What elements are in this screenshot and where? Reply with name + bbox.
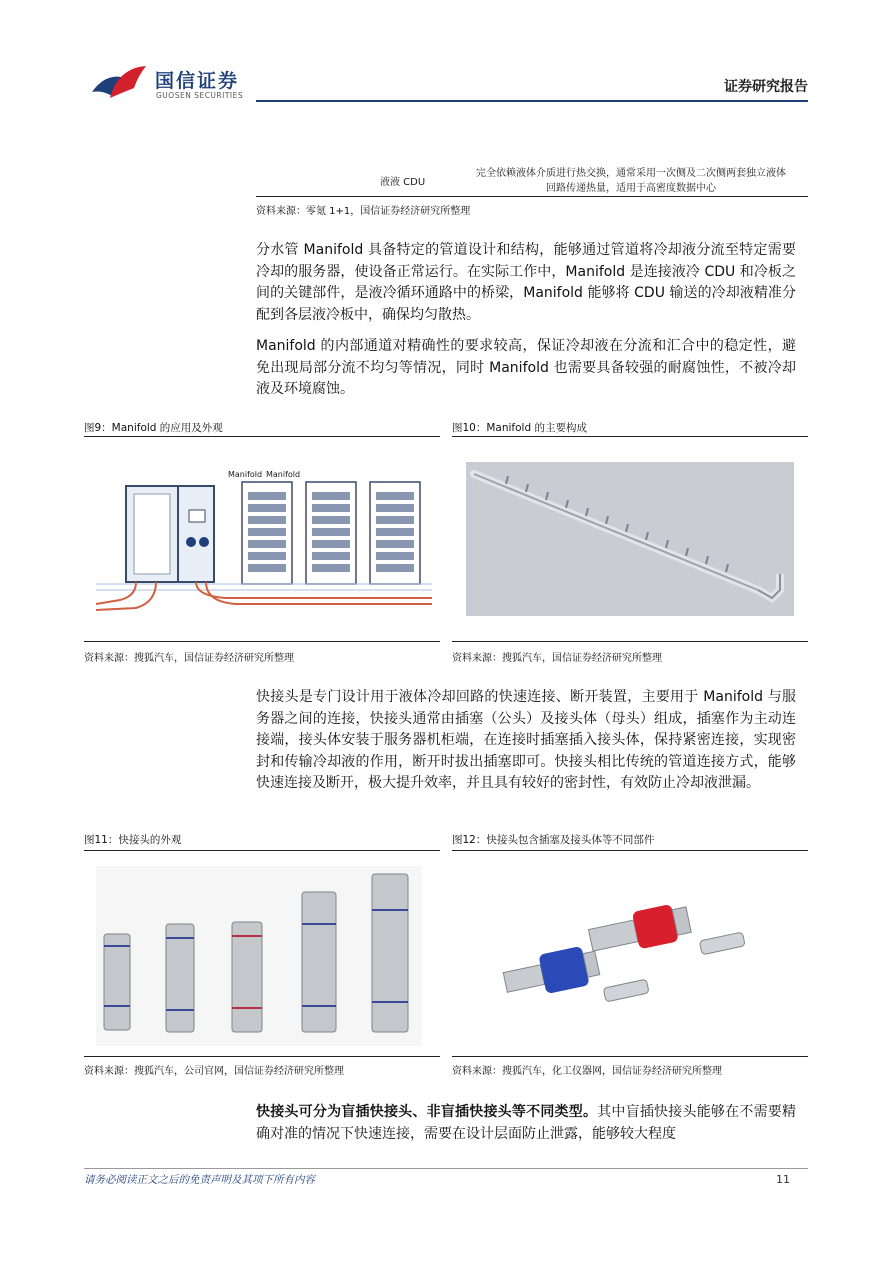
figure-9-image (96, 462, 432, 624)
figure-12-title: 图12：快接头包含插塞及接头体等不同部件 (452, 834, 655, 846)
table-desc-line2: 回路传递热量，适用于高密度数据中心 (546, 183, 716, 194)
footer-disclaimer: 请务必阅读正文之后的免责声明及其项下所有内容 (84, 1174, 315, 1186)
figure-11-bottom-rule (84, 1056, 440, 1057)
logo-chinese-name: 国信证券 (155, 70, 240, 92)
figure-9-label-manifold-a: Manifold (228, 470, 263, 479)
footer-divider (84, 1168, 808, 1169)
table-cell-label: 液液 CDU (380, 177, 426, 188)
figure-12-image (494, 890, 790, 1018)
figure-12-bottom-rule (452, 1056, 808, 1057)
figure-11-image (96, 866, 422, 1046)
table-bottom-rule (256, 196, 808, 197)
report-type-title: 证券研究报告 (724, 79, 808, 95)
figure-10-source: 资料来源：搜狐汽车，国信证券经济研究所整理 (452, 653, 662, 664)
figure-12-source: 资料来源：搜狐汽车，化工仪器网，国信证券经济研究所整理 (452, 1066, 722, 1077)
figure-9-label-manifold-b: Manifold (266, 470, 301, 479)
header-divider (256, 100, 808, 102)
table-desc-line1: 完全依赖液体介质进行热交换，通常采用一次侧及二次侧两套独立液体 (476, 168, 786, 179)
paragraph-manifold-intro: 分水管 Manifold 具备特定的管道设计和结构，能够通过管道将冷却液分流至特定需要冷却的服务器，使设备正常运行。在实际工作中，Manifold 是连接液冷 CDU 和冷板之间的关键部件，是液冷循环通路中的桥梁，Manifold 能够将 CDU 输送的冷却液精准分配到各层液冷板中，确保均匀散热。 (256, 242, 796, 323)
page-number: 11 (776, 1173, 790, 1186)
paragraph-manifold-requirements: Manifold 的内部通道对精确性的要求较高，保证冷却液在分流和汇合中的稳定性，避免出现局部分流不均匀等情况，同时 Manifold 也需要具备较强的耐腐蚀性，不被冷却液及环境腐蚀。 (256, 338, 796, 397)
figure-10-bottom-rule (452, 641, 808, 642)
figure-11-top-rule (84, 850, 440, 851)
figure-10-title: 图10：Manifold 的主要构成 (452, 422, 587, 434)
guosen-logo-icon (88, 62, 150, 106)
figure-11-title: 图11：快接头的外观 (84, 834, 182, 846)
figure-9-top-rule (84, 436, 440, 437)
figure-10-top-rule (452, 436, 808, 437)
figure-12-top-rule (452, 850, 808, 851)
paragraph-quick-connector: 快接头是专门设计用于液体冷却回路的快速连接、断开装置，主要用于 Manifold 与服务器之间的连接，快接头通常由插塞（公头）及接头体（母头）组成，插塞作为主动连接端，接头体安装于服务器机柜端，在连接时插塞插入接头体，保持紧密连接，实现密封和传输冷却液的作用，断开时拔出插塞即可。快接头相比传统的管道连接方式，能够快速连接及断开，极大提升效率，并且具有较好的密封性，有效防止冷却液泄漏。 (256, 689, 796, 791)
figure-9-source: 资料来源：搜狐汽车，国信证券经济研究所整理 (84, 653, 294, 664)
table-cell-description (452, 166, 810, 196)
paragraph-connector-types (256, 1102, 796, 1145)
logo-english-name: GUOSEN SECURITIES (156, 91, 244, 100)
figure-10-image (466, 462, 794, 616)
figure-9-title: 图9：Manifold 的应用及外观 (84, 422, 223, 434)
figure-11-source: 资料来源：搜狐汽车，公司官网，国信证券经济研究所整理 (84, 1066, 344, 1077)
paragraph-connector-types-rest: 其中盲插快接头能够在不需要精确对准的情况下快速连接，需要在设计层面防止泄露，能够较大程度 (256, 1104, 796, 1142)
table-source: 资料来源：零氪 1+1，国信证券经济研究所整理 (256, 206, 471, 217)
figure-9-bottom-rule (84, 641, 440, 642)
paragraph-connector-types-lead: 快接头可分为盲插快接头、非盲插快接头等不同类型。 (256, 1104, 598, 1120)
